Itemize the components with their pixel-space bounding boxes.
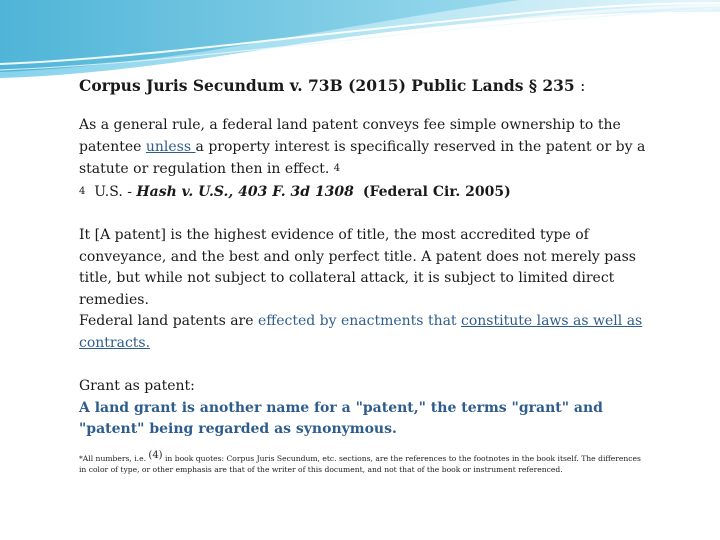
footnote-marker: 4 [333,163,341,174]
grant-heading: Grant as patent: [79,378,195,394]
footnote-explanation [79,450,649,475]
title-colon: : [580,77,586,95]
paragraph-general-rule [79,115,649,203]
case-citation [79,181,649,204]
paragraph-grant-as-patent [79,376,649,441]
unless-emphasis: unless [145,138,196,155]
enactments-text: effected by enactments that [257,313,462,329]
grant-definition: A land grant is another name for a "patent," the terms "grant" and "patent" being regarded as synonymous. [79,399,603,437]
federal-patents-prefix: Federal land patents are [79,313,258,329]
footnote-body: in book quotes: Corpus Juris Secundum, etc. sections, are the references to the footnotes in the book itself. The differences in color of type, or other emphasis are that of the writer of this document, and not that of the book or instrument referenced. [79,453,641,474]
paragraph-patent-evidence [79,225,649,354]
citation-footnote-marker: 4 [79,185,86,197]
rule-text-end: a property interest is specifically reserved in the patent or by a statute or regulation then in effect. [79,138,646,177]
citation-court: (Federal Cir. 2005) [362,183,511,200]
citation-case: Hash v. U.S., 403 F. 3d 1308 [136,183,354,200]
decorative-wave-banner [0,0,720,80]
footnote-asterisk: * [79,453,83,463]
rule-text-start: As a general rule, a federal land patent conveys fee simple ownership to the patentee [79,117,621,155]
footnote-prefix: All numbers, i.e. [82,453,149,463]
laws-and-contracts-link-text: constitute laws as well as contracts. [79,313,643,351]
title-text: Corpus Juris Secundum v. 73B (2015) Public Lands § 235 [79,76,575,95]
patent-evidence-text: It [A patent] is the highest evidence of title, the most accredited type of conveyance, and the best and only perfect title. A patent does not merely pass title, but while not subject to collateral attack, it is subject to limited direct remedies. [79,227,636,308]
citation-prefix: U.S. - [94,183,137,200]
document-title [79,76,649,95]
document-body [79,76,649,475]
footnote-example-marker: (4) [148,449,163,461]
